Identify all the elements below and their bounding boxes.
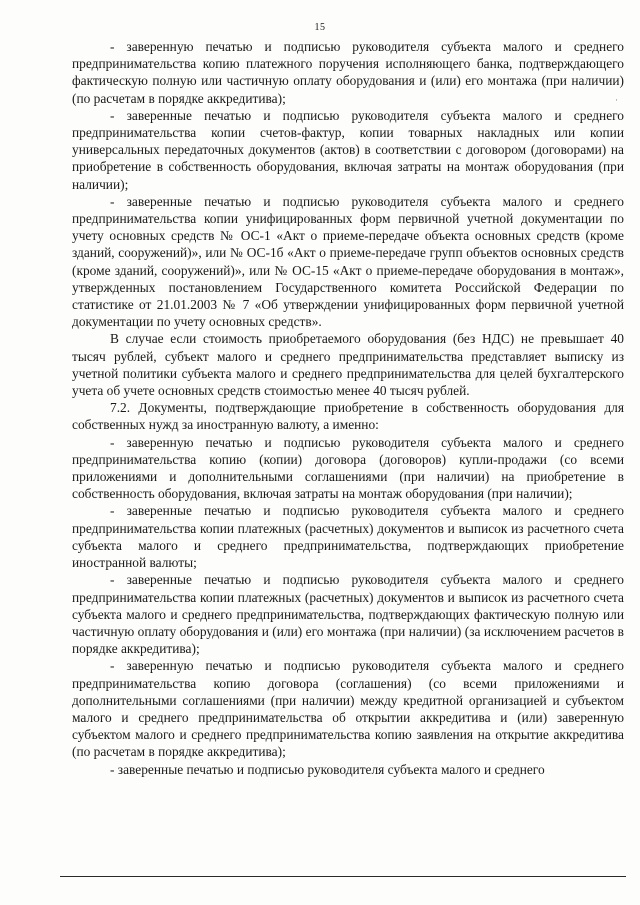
paragraph-unified-forms: - заверенные печатью и подписью руководителя субъекта малого и среднего предпринимательства копии унифицированных форм первичной учетной документации по учету основных средств № ОС-1 «Акт о приеме-передаче объекта основных средств (кроме зданий, сооружений)», или № ОС-1б «Акт о приеме-передаче групп объектов основных средств (кроме зданий, сооружений)», или № ОС-15 «Акт о приеме-передаче оборудования в монтаж», утвержденных постановлением Государственного комитета Российской Федерации по статистике от 21.01.2003 № 7 «Об утверждении унифицированных форм первичной учетной документации по учету основных средств». (72, 193, 624, 330)
paragraph-payment-docs: - заверенные печатью и подписью руководителя субъекта малого и среднего предпринимательства копии платежных (расчетных) документов и выписок из расчетного счета субъекта малого и среднего предпринимательства, подтверждающих фактическую полную или частичную оплату оборудования и (или) его монтажа (при наличии) (за исключением расчетов в порядке аккредитива); (72, 572, 624, 657)
paragraph-payment-order-copy: - заверенную печатью и подписью руководителя субъекта малого и среднего предпринимательства копию платежного поручения исполняющего банка, подтверждающего фактическую полную или частичную оплату оборудования и (или) его монтажа (при наличии) (по расчетам в порядке аккредитива); (72, 39, 624, 106)
scan-artifact: · (615, 95, 618, 105)
paragraph-letter-of-credit-agreement: - заверенную печатью и подписью руководителя субъекта малого и среднего предпринимательства копию договора (соглашения) (со всеми приложениями и дополнительными соглашениями (при наличии) между кредитной организацией и субъектом малого и среднего предпринимательства об открытии аккредитива и (или) заверенную субъектом малого и среднего предпринимательства копию заявления на открытие аккредитива (по расчетам в порядке аккредитива); (72, 658, 624, 760)
document-body (72, 38, 624, 778)
bottom-divider (60, 876, 626, 877)
paragraph-cost-threshold: В случае если стоимость приобретаемого оборудования (без НДС) не превышает 40 тысяч рублей, субъект малого и среднего предпринимательства представляет выписку из учетной политики субъекта малого и среднего предпринимательства для целей бухгалтерского учета об учете основных средств стоимостью менее 40 тысяч рублей. (72, 331, 624, 399)
paragraph-currency-purchase-docs: - заверенные печатью и подписью руководителя субъекта малого и среднего предпринимательства копии платежных (расчетных) документов и выписок из расчетного счета субъекта малого и среднего предпринимательства, подтверждающих приобретение иностранной валюты; (72, 503, 624, 571)
paragraph-invoices-copies: - заверенные печатью и подписью руководителя субъекта малого и среднего предпринимательства копии счетов-фактур, копии товарных накладных или копии универсальных передаточных документов (актов) в соответствии с договором (договорами) на приобретение в собственность оборудования, включая затраты на монтаж оборудования (при наличии); (72, 107, 624, 192)
page-number: 15 (314, 22, 326, 33)
paragraph-purchase-contract-copy: - заверенную печатью и подписью руководителя субъекта малого и среднего предпринимательства копию (копии) договора (договоров) купли-продажи (со всеми приложениями и дополнительными соглашениями (при наличии) на приобретение в собственность оборудования, включая затраты на монтаж оборудования (при наличии); (72, 434, 624, 502)
paragraph-section-7-2: 7.2. Документы, подтверждающие приобретение в собственность оборудования для собственных нужд за иностранную валюту, а именно: (72, 400, 624, 433)
paragraph-continued: - заверенные печатью и подписью руководителя субъекта малого и среднего (110, 761, 545, 777)
